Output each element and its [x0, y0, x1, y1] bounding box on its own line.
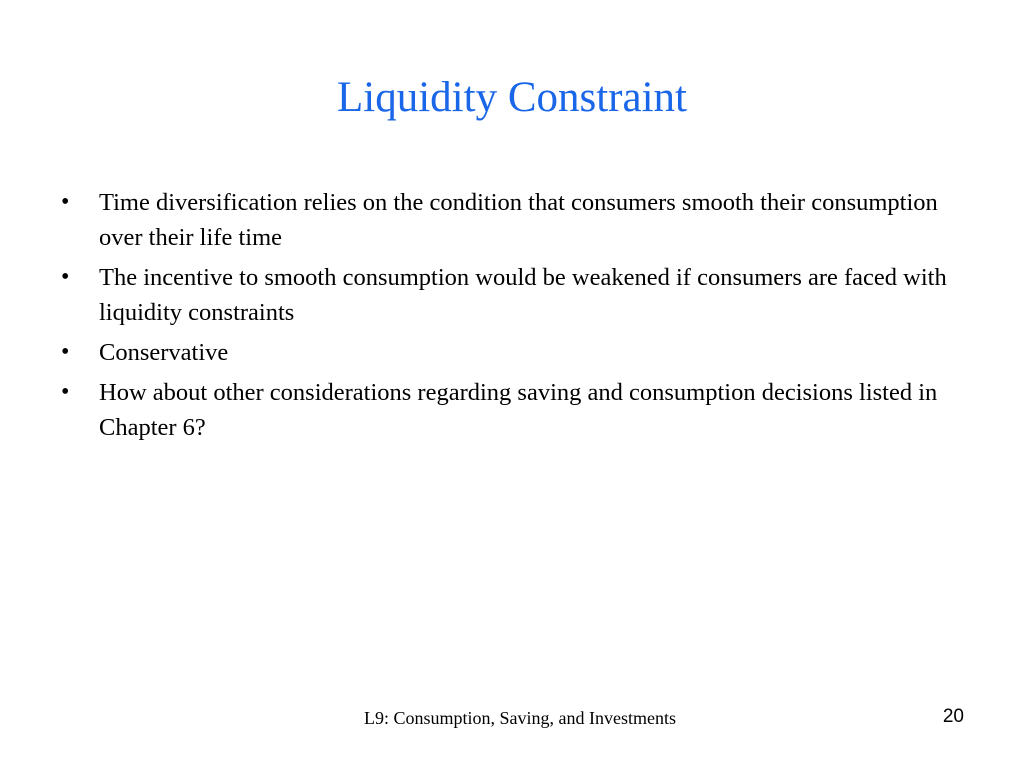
bullet-marker: •	[61, 264, 70, 290]
bullet-text: Time diversification relies on the condition that consumers smooth their consumption over their life time	[99, 189, 938, 251]
bullet-item	[58, 375, 978, 445]
bullet-text: How about other considerations regarding saving and consumption decisions listed in Chapter 6?	[99, 379, 938, 441]
slide-title: Liquidity Constraint	[337, 74, 687, 121]
bullet-item	[58, 335, 978, 370]
bullet-item	[58, 260, 978, 330]
slide-footer: L9: Consumption, Saving, and Investments	[364, 708, 676, 728]
page-number: 20	[942, 706, 964, 727]
bullet-text: The incentive to smooth consumption would be weakened if consumers are faced with liquidity constraints	[99, 264, 947, 326]
bullet-marker: •	[61, 379, 70, 405]
bullet-marker: •	[61, 189, 70, 215]
bullet-list	[58, 185, 978, 450]
bullet-marker: •	[61, 339, 70, 365]
bullet-text: Conservative	[99, 339, 229, 366]
bullet-item	[58, 185, 978, 255]
